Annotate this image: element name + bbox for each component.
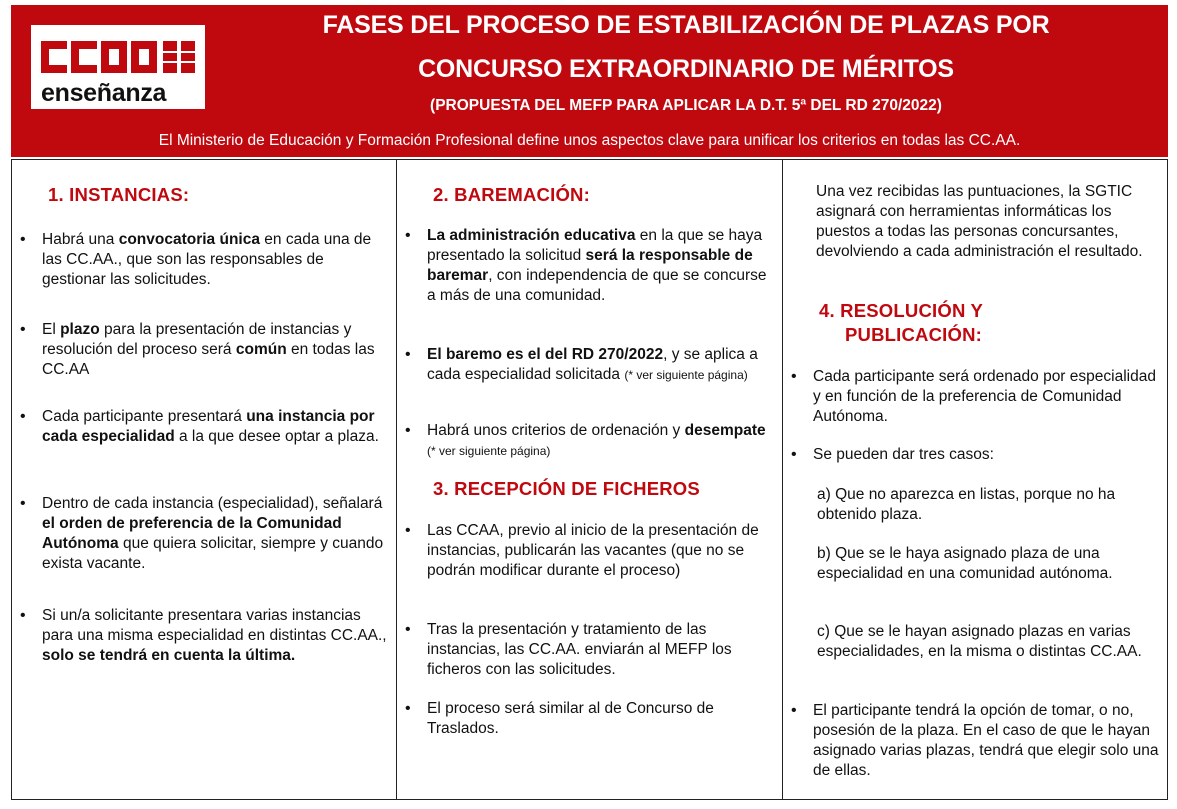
logo-subtext: enseñanza (41, 79, 167, 107)
list-item: • El proceso será similar al de Concurso de Traslados. (427, 699, 773, 739)
ccoo-logo (31, 25, 205, 109)
list-item: • Habrá una convocatoria única en cada una de las CC.AA., que son las responsables de gestionar las solicitudes. (42, 230, 376, 290)
case-b: b) Que se le haya asignado plaza de una especialidad en una comunidad autónoma. (817, 545, 1113, 582)
column-resolucion (783, 160, 1167, 799)
list-item: • El participante tendrá la opción de tomar, o no, posesión de la plaza. En el caso de que le hayan asignado varias plazas, tendrá que elegir solo una de ellas. (813, 701, 1159, 781)
heading-resolucion-line-2: PUBLICACIÓN: (845, 324, 983, 345)
heading-resolucion-line-1: 4. RESOLUCIÓN Y (819, 300, 984, 321)
column-baremacion (397, 160, 783, 799)
list-item: • El baremo es el del RD 270/2022, y se aplica a cada especialidad solicitada (* ver siguiente página) (427, 345, 773, 385)
list-item: • Si un/a solicitante presentara varias instancias para una misma especialidad en distintas CC.AA., solo se tendrá en cuenta la última. (42, 606, 392, 666)
title-line-1: FASES DEL PROCESO DE ESTABILIZACIÓN DE PLAZAS POR (322, 11, 1050, 39)
list-item: • El plazo para la presentación de instancias y resolución del proceso será común en todas las CC.AA (42, 320, 390, 380)
case-c: c) Que se le hayan asignado plazas en varias especialidades, en la misma o distintas CC.AA. (817, 623, 1142, 660)
ccoo-logo-icon (39, 37, 199, 77)
case-a: a) Que no aparezca en listas, porque no ha obtenido plaza. (817, 486, 1116, 523)
column-instancias (12, 160, 397, 799)
list-item: • Cada participante presentará una instancia por cada especialidad a la que desee optar a plaza. (42, 407, 386, 447)
list-item: • Cada participante será ordenado por especialidad y en función de la preferencia de Comunidad Autónoma. (813, 367, 1158, 427)
heading-instancias: 1. INSTANCIAS: (48, 184, 190, 205)
content-grid (11, 159, 1168, 800)
subtitle: (PROPUESTA DEL MEFP PARA APLICAR LA D.T. 5ª DEL RD 270/2022) (430, 97, 942, 114)
intro-paragraph: Una vez recibidas las puntuaciones, la SGTIC asignará con herramientas informáticas los puestos a todas las personas concursantes, devolviendo a cada administración el resultado. (816, 183, 1143, 260)
list-item: • Habrá unos criterios de ordenación y desempate (* ver siguiente página) (427, 421, 767, 461)
header-banner (11, 5, 1168, 157)
list-item: • Las CCAA, previo al inicio de la presentación de instancias, publicarán las vacantes (que no se podrán modificar durante el proceso) (427, 521, 773, 581)
heading-baremacion: 2. BAREMACIÓN: (433, 184, 590, 205)
list-item: • Dentro de cada instancia (especialidad), señalará el orden de preferencia de la Comunidad Autónoma que quiera solicitar, siempre y cuando exista vacante. (42, 494, 388, 574)
title-line-2: CONCURSO EXTRAORDINARIO DE MÉRITOS (418, 55, 954, 83)
intro-text: El Ministerio de Educación y Formación Profesional define unos aspectos clave para unificar los criterios en todas las CC.AA. (158, 132, 1021, 149)
list-item: • Tras la presentación y tratamiento de las instancias, las CC.AA. enviarán al MEFP los ficheros con las solicitudes. (427, 620, 767, 680)
list-item: • Se pueden dar tres casos: (813, 445, 1153, 465)
list-item: • La administración educativa en la que se haya presentado la solicitud será la responsable de baremar, con independencia de que se concurse a más de una comunidad. (427, 226, 777, 306)
heading-recepcion-ficheros: 3. RECEPCIÓN DE FICHEROS (433, 478, 700, 499)
